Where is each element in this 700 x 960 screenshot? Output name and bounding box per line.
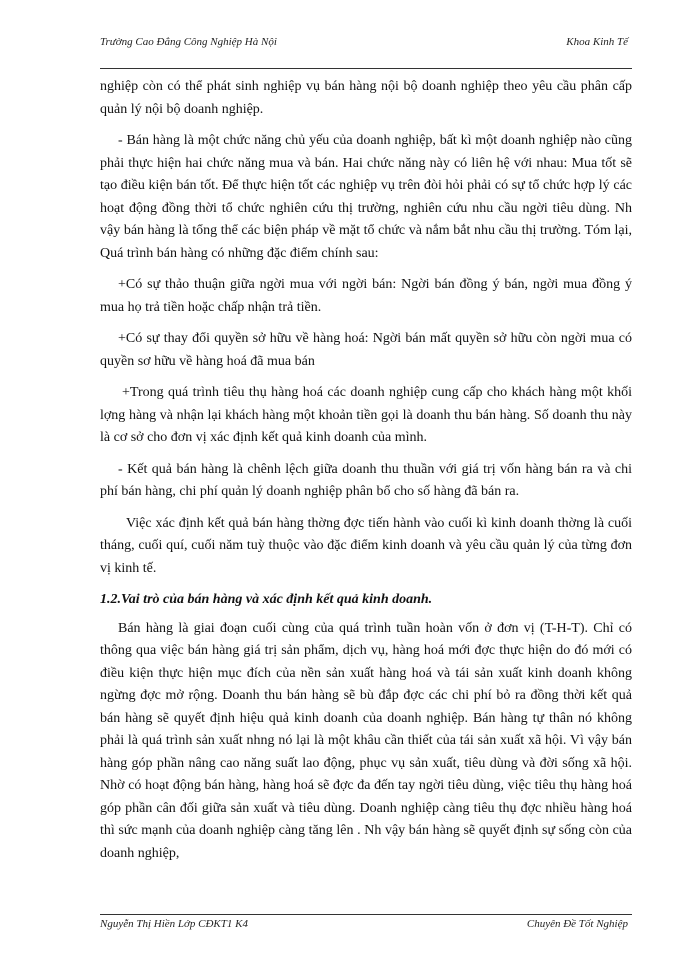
header-faculty: Khoa Kinh Tế [566, 36, 628, 48]
paragraph-timing: Việc xác định kết quả bán hàng thờng đợc tiến hành vào cuối kì kinh doanh thờng là cuối tháng, cuối quí, cuối năm tuỳ thuộc vào đặc điểm kinh doanh và yêu cầu quản lý của từng đơn vị kinh tế. [100, 515, 632, 576]
paragraph-result: - Kết quả bán hàng là chênh lệch giữa doanh thu thuần với giá trị vốn hàng bán ra và chi phí bán hàng, chi phí quản lý doanh nghiệp phân bổ cho số hàng đã bán ra. [100, 461, 632, 499]
paragraph-revenue: +Trong quá trình tiêu thụ hàng hoá các doanh nghiệp cung cấp cho khách hàng một khối lợng hàng và nhận lại khách hàng một khoản tiền gọi là doanh thu bán hàng. Số doanh thu này là cơ sở cho đơn vị xác định kết quả kinh doanh của mình. [100, 385, 632, 445]
page-body [100, 76, 632, 874]
header-school: Trường Cao Đẳng Công Nghiệp Hà Nội [100, 36, 277, 48]
paragraph-ownership: +Có sự thay đổi quyền sở hữu về hàng hoá: Ngời bán mất quyền sở hữu còn ngời mua có quyền sơ hữu về hàng hoá đã mua bán [100, 331, 632, 369]
footer-rule [100, 914, 632, 915]
paragraph-continuation: nghiệp còn có thể phát sinh nghiệp vụ bán hàng nội bộ doanh nghiệp theo yêu cầu phân cấp quản lý nội bộ doanh nghiệp. [100, 79, 632, 117]
page-header [100, 36, 632, 48]
paragraph-section: Bán hàng là giai đoạn cuối cùng của quá trình tuần hoàn vốn ở đơn vị (T-H-T). Chỉ có thông qua việc bán hàng giá trị sản phẩm, dịch vụ, hàng hoá mới đợc thực hiện do đó mới có điều kiện thực hiện mục đích của nền sản xuất hàng hoá và tái sản xuất kinh doanh không ngừng đợc mở rộng. Doanh thu bán hàng sẽ bù đắp đợc các chi phí bỏ ra đồng thời kết quả bán hàng sẽ quyết định hiệu quả kinh doanh của doanh nghiệp. Bán hàng tự thân nó không phải là quá trình sản xuất nhng nó lại là một khâu cần thiết của tái sản xuất xã hội. Vì vậy bán hàng góp phần nâng cao năng suất lao động, phục vụ sản xuất, tiêu dùng và đời sống xã hội. Nhờ có hoạt động bán hàng, hàng hoá sẽ đợc đa đến tay ngời tiêu dùng, việc tiêu thụ hàng hoá góp phần cân đối giữa sản xuất và tiêu dùng. Doanh nghiệp càng tiêu thụ đợc nhiều hàng hoá thì sức mạnh của doanh nghiệp càng tăng lên . Nh vậy bán hàng sẽ quyết định sự sống còn của doanh nghiệp, [100, 620, 632, 861]
footer-author: Nguyễn Thị Hiền Lớp CĐKT1 K4 [100, 918, 248, 930]
footer-title: Chuyên Đề Tốt Nghiệp [526, 918, 628, 930]
page-footer [100, 918, 632, 930]
paragraph-agreement: +Có sự thảo thuận giữa ngời mua với ngời bán: Ngời bán đồng ý bán, ngời mua đồng ý mua họ trả tiền hoặc chấp nhận trả tiền. [100, 277, 632, 315]
section-heading: 1.2.Vai trò của bán hàng và xác định kết quả kinh doanh. [100, 592, 433, 607]
header-rule [100, 68, 632, 69]
paragraph-role: - Bán hàng là một chức năng chủ yếu của doanh nghiệp, bất kì một doanh nghiệp nào cũng phải thực hiện hai chức năng mua và bán. Hai chức năng này có liên hệ với nhau: Mua tốt sẽ tạo điều kiện bán tốt. Để thực hiện tốt các nghiệp vụ trên đòi hỏi phải có sự tổ chức hợp lý các hoạt động đồng thời tổ chức nghiên cứu thị trường, nghiên cứu nhu cầu ngời tiêu dùng. Nh vậy bán hàng là tổng thể các biện pháp về mặt tổ chức và nắm bắt nhu cầu thị trường. Tóm lại, Quá trình bán hàng có những đặc điểm chính sau: [100, 133, 632, 261]
